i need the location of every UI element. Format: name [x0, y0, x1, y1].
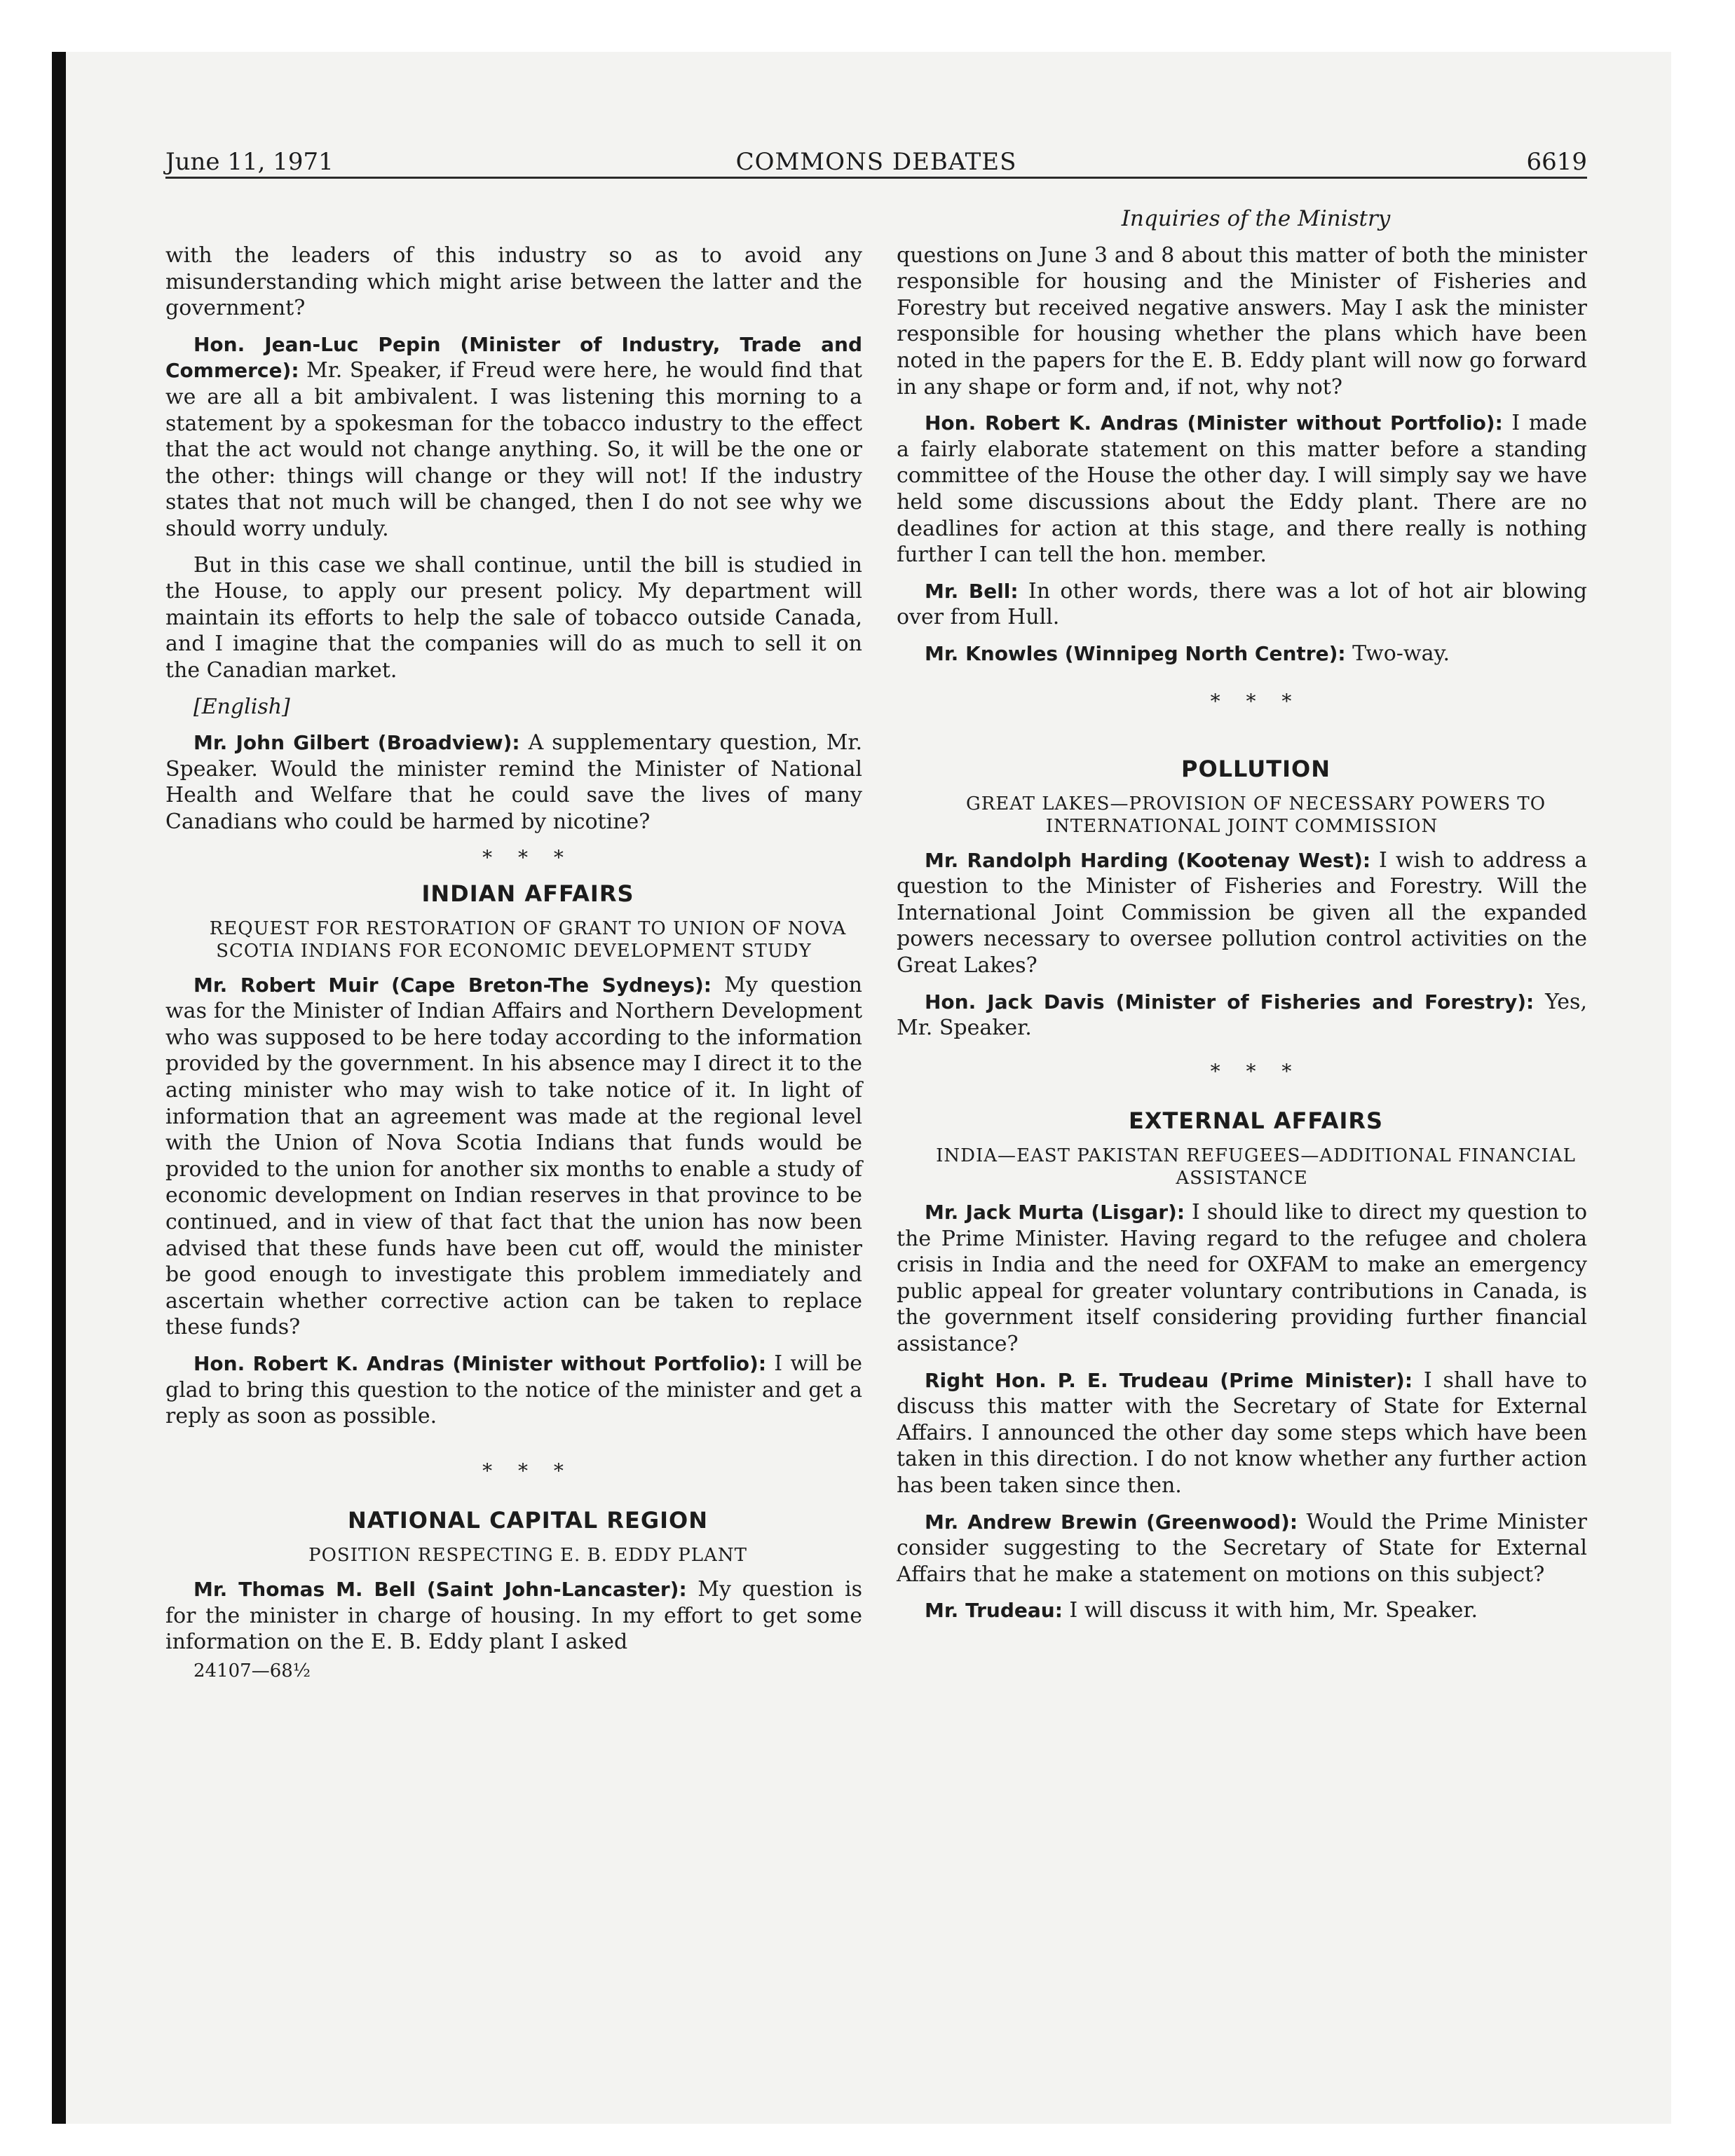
speaker-name: Mr. Trudeau: — [925, 1599, 1063, 1623]
section-heading: POLLUTION — [1181, 756, 1331, 783]
section-separator: * * * — [482, 846, 573, 870]
section-subheading: INDIA—EAST PAKISTAN REFUGEES—ADDITIONAL FINANCIAL ASSISTANCE — [936, 1145, 1576, 1189]
paragraph — [165, 332, 862, 543]
speech-text: Mr. Speaker, if Freud were here, he would find that we are all a bit ambivalent. I was listening this morning to a statement by a spokesman for the tobacco industry to the effect that the act would not change anything. So, it will be the one or the other: things will change or they will not! If the industry states that not much will be changed, then I do not see why we should worry unduly. — [165, 358, 862, 541]
paragraph — [897, 641, 1587, 667]
section-subheading: POSITION RESPECTING E. B. EDDY PLANT — [308, 1544, 747, 1566]
speech-text: My question was for the Minister of Indian Affairs and Northern Development who was supposed to be here today according to the information provided by the government. In his absence may I direct it to the acting minister who may wish to take notice of it. In light of information that an agreement was made at the regional level with the Union of Nova Scotia Indians that funds would be provided to the union for another six months to enable a study of economic development on Indian reserves in that province to be continued, and in view of that fact that the union has now been advised that these funds have been cut off, would the minister be good enough to investigate this problem immediately and ascertain whether corrective action can be taken to replace these funds? — [165, 972, 862, 1340]
speaker-name: Right Hon. P. E. Trudeau (Prime Minister): — [925, 1368, 1413, 1392]
section-separator: * * * — [1210, 689, 1302, 713]
left-column — [165, 243, 862, 1694]
language-marker: [English] — [193, 694, 290, 719]
speech-text: A supplementary question, Mr. Speaker. Would the minister remind the Minister of National Health and Welfare that he could save the lives of many Canadians who could be harmed by nicotine? — [165, 730, 862, 834]
speaker-name: Hon. Jack Davis (Minister of Fisheries and Forestry): — [925, 990, 1535, 1014]
speech-text: Yes, Mr. Speaker. — [897, 989, 1587, 1041]
paragraph — [165, 1351, 862, 1430]
paragraph — [897, 1367, 1587, 1499]
speaker-name: Hon. Jean-Luc Pepin (Minister of Industry, Trade and Commerce): — [165, 332, 862, 383]
section-separator: * * * — [482, 1459, 573, 1482]
paragraph — [897, 1597, 1587, 1624]
right-column — [897, 206, 1587, 1634]
paragraph — [897, 1509, 1587, 1588]
speaker-name: Hon. Robert K. Andras (Minister without Portfolio): — [193, 1351, 767, 1375]
section-heading: EXTERNAL AFFAIRS — [1128, 1107, 1384, 1135]
speech-text: Would the Prime Minister consider suggesting to the Secretary of State for External Affairs that he make a statement on motions on this subject? — [897, 1509, 1587, 1587]
paragraph — [165, 972, 862, 1341]
scan-border — [52, 52, 66, 2124]
paragraph — [897, 578, 1587, 631]
speech-text: I made a fairly elaborate statement on this matter before a standing committee of the House the other day. I will simply say we have held some discussions about the Eddy plant. There are no deadlines for action at this stage, and there really is nothing further I can tell the hon. member. — [897, 411, 1588, 568]
page-header — [165, 144, 1587, 179]
speech-text: In other words, there was a lot of hot air blowing over from Hull. — [897, 578, 1588, 630]
speech-text: My question is for the minister in charge of housing. In my effort to get some information on the E. B. Eddy plant I asked — [165, 1576, 862, 1655]
speech-text: I will discuss it with him, Mr. Speaker. — [1062, 1598, 1478, 1623]
section-subheading: GREAT LAKES—PROVISION OF NECESSARY POWERS TO INTERNATIONAL JOINT COMMISSION — [965, 793, 1546, 837]
speaker-name: Mr. Knowles (Winnipeg North Centre): — [925, 641, 1346, 665]
speaker-name: Mr. John Gilbert (Broadview): — [193, 731, 520, 755]
header-date: June 11, 1971 — [165, 148, 334, 176]
paragraph: with the leaders of this industry so as to avoid any misunderstanding which might arise between the latter and the government? — [165, 243, 862, 321]
paragraph — [165, 1576, 862, 1656]
speech-text: I shall have to discuss this matter with the Secretary of State for External Affairs. I announced the other day some steps which have been taken in this direction. I do not know whether any further action has been taken since then. — [897, 1367, 1587, 1498]
paragraph — [165, 730, 862, 835]
speaker-name: Mr. Randolph Harding (Kootenay West): — [925, 848, 1371, 872]
section-heading: NATIONAL CAPITAL REGION — [348, 1507, 708, 1534]
speaker-name: Mr. Jack Murta (Lisgar): — [925, 1201, 1185, 1224]
paragraph — [897, 1199, 1587, 1358]
section-separator: * * * — [1210, 1059, 1302, 1083]
page-number: 6619 — [1526, 148, 1587, 176]
section-subheading: REQUEST FOR RESTORATION OF GRANT TO UNION OF NOVA SCOTIA INDIANS FOR ECONOMIC DEVELOPMENT STUDY — [209, 917, 847, 962]
paragraph — [897, 847, 1587, 979]
header-title: COMMONS DEBATES — [735, 148, 1017, 176]
running-head: Inquiries of the Ministry — [1121, 206, 1391, 231]
section-heading: INDIAN AFFAIRS — [421, 880, 634, 908]
speaker-name: Mr. Thomas M. Bell (Saint John-Lancaster): — [193, 1577, 687, 1601]
paragraph — [897, 989, 1587, 1042]
paragraph — [897, 410, 1587, 568]
speaker-name: Hon. Robert K. Andras (Minister without Portfolio): — [925, 411, 1503, 435]
speech-text: Two-way. — [1345, 641, 1450, 666]
speaker-name: Mr. Robert Muir (Cape Breton-The Sydneys): — [193, 973, 712, 997]
speaker-name: Mr. Andrew Brewin (Greenwood): — [925, 1510, 1298, 1534]
header-rule — [165, 177, 1587, 179]
speech-text: I should like to direct my question to the Prime Minister. Having regard to the refugee and cholera crisis in India and the need for OXFAM to make an emergency public appeal for greater voluntary contributions in Canada, is the government itself considering providing further financial assistance? — [897, 1200, 1588, 1356]
paragraph: questions on June 3 and 8 about this matter of both the minister responsible for housing and the Minister of Fisheries and Forestry but received negative answers. May I ask the minister responsible for housing whether the plans which have been noted in the papers for the E. B. Eddy plant will now go forward in any shape or form and, if not, why not? — [897, 243, 1587, 400]
speech-text: I will be glad to bring this question to the notice of the minister and get a reply as soon as possible. — [165, 1351, 862, 1429]
speaker-name: Mr. Bell: — [925, 579, 1019, 603]
footnote: 24107—68½ — [193, 1660, 311, 1681]
paragraph: But in this case we shall continue, until the bill is studied in the House, to apply our present policy. My department will maintain its efforts to help the sale of tobacco outside Canada, and I imagine that the companies will do as much to sell it on the Canadian market. — [165, 552, 862, 683]
speech-text: I wish to address a question to the Minister of Fisheries and Forestry. Will the International Joint Commission be given all the expanded powers necessary to oversee pollution control activities on the Great Lakes? — [897, 847, 1587, 978]
